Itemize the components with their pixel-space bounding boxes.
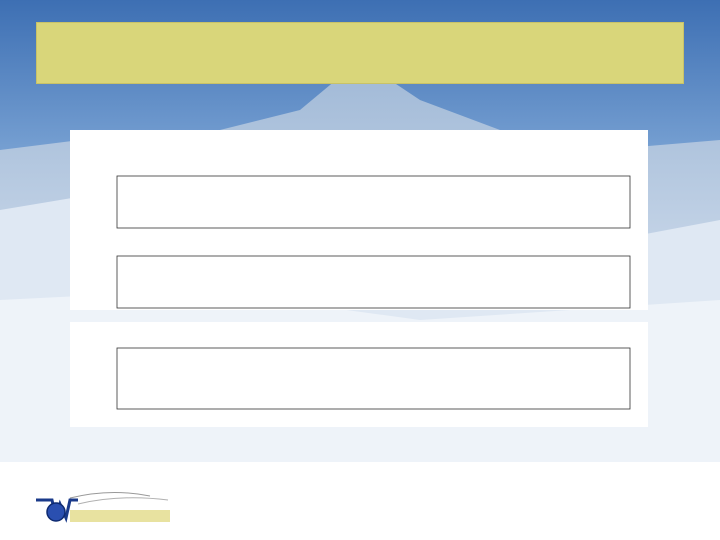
windless-bight-chart <box>70 130 648 310</box>
wilson-infrasound-logo <box>30 486 175 532</box>
title-band <box>36 22 684 84</box>
phase-aligned-overlay-chart <box>70 322 648 427</box>
